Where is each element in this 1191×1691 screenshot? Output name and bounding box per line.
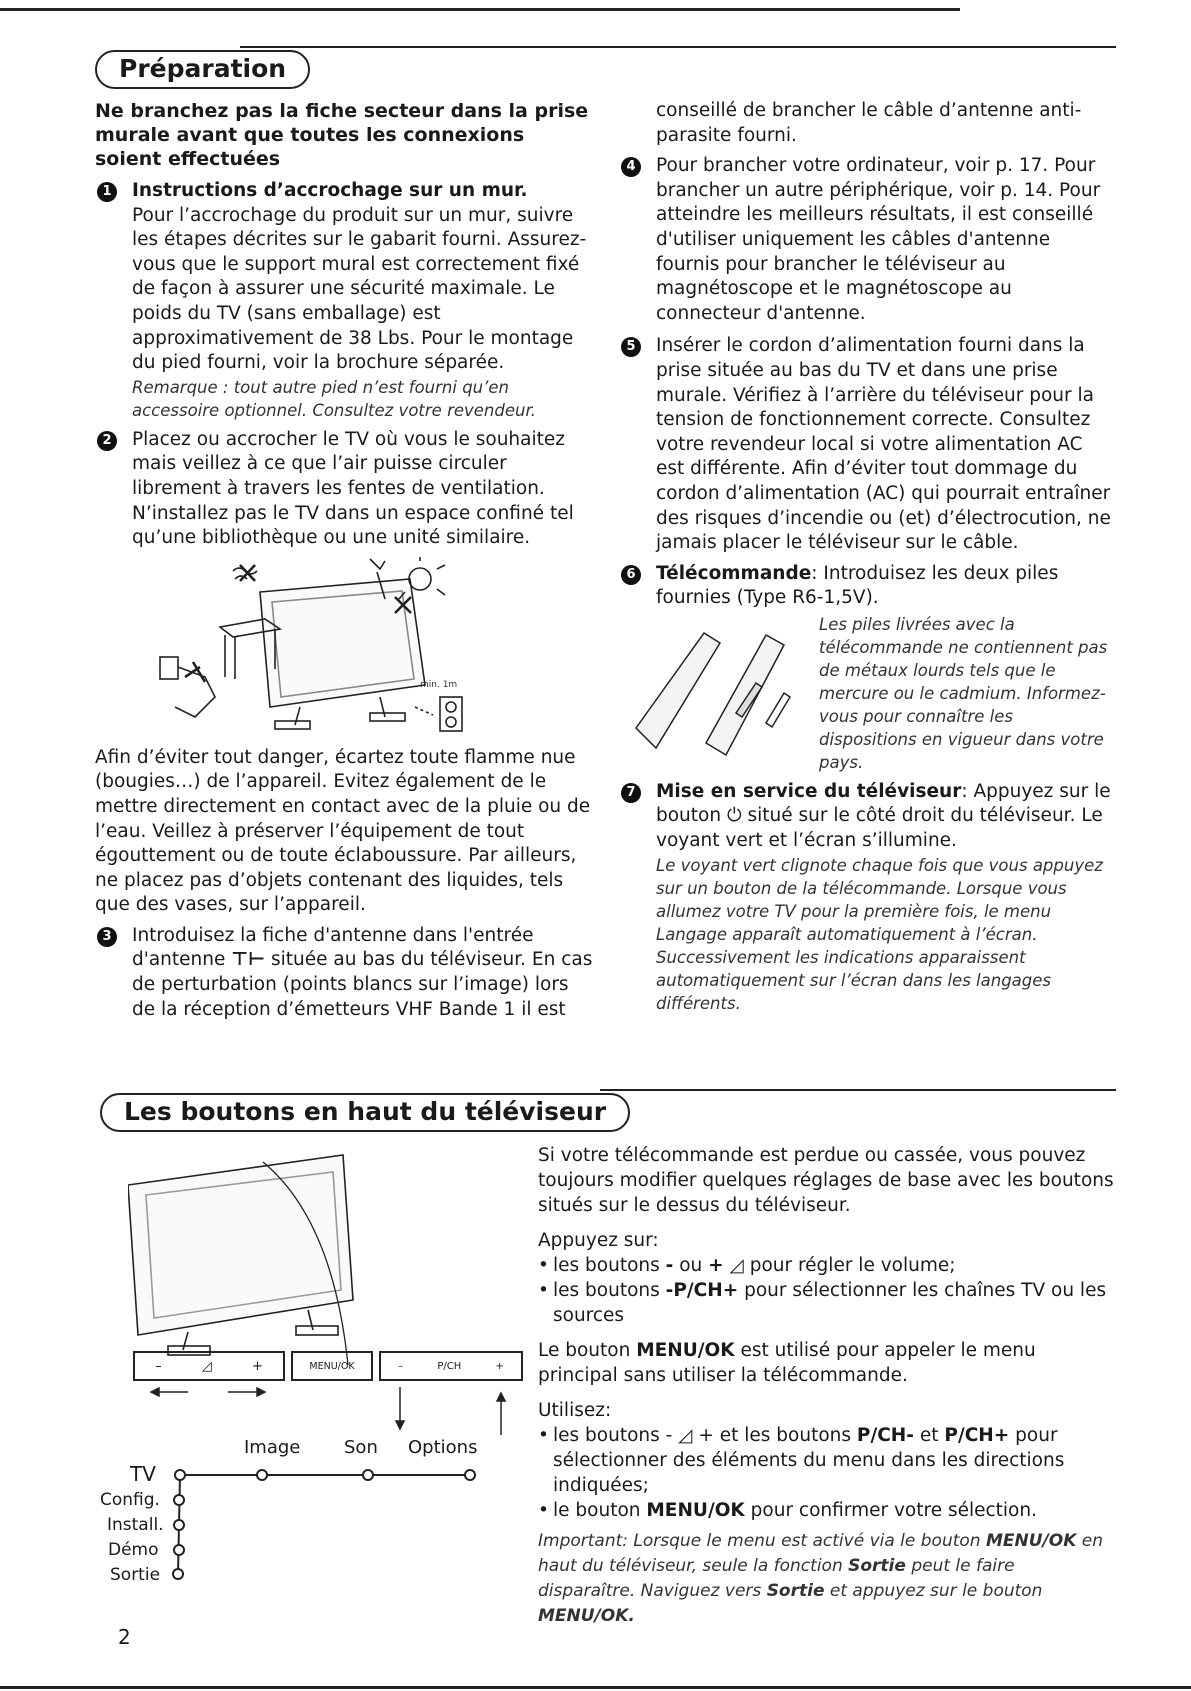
instruction-6-text: : Introduisez les deux piles fournies (Type R6-1,5V). [656, 562, 1059, 609]
use-label: Utilisez: [538, 1400, 612, 1421]
instruction-7-text-b: situé sur le côté droit du téléviseur. Le voyant vert et l’écran s’illumine. [656, 805, 1103, 852]
buttons-intro: Si votre télécommande est perdue ou cassée, vous pouvez toujours modifier quelques réglages de base avec les boutons situés sur le dessus du téléviseur. [538, 1145, 1114, 1216]
bottom-rule [0, 1686, 1191, 1689]
min-distance-label: min. 1m [420, 679, 458, 690]
menu-label-config: Config. [100, 1490, 160, 1510]
section-title-buttons: Les boutons en haut du téléviseur [100, 1093, 630, 1132]
buttons-text-column [538, 1143, 1116, 1629]
prep-right-column [619, 99, 1114, 1021]
instruction-5 [619, 334, 1114, 555]
menu-label-sortie: Sortie [110, 1565, 161, 1585]
menu-label-son: Son [344, 1437, 378, 1458]
button-direction-arrows [133, 1385, 523, 1440]
antenna-icon: ⊤⊢ [231, 949, 266, 971]
step-number: 2 [97, 431, 117, 451]
page-number: 2 [118, 1625, 131, 1649]
step-number: 1 [97, 182, 117, 202]
tv-top-buttons-illustration [128, 1150, 508, 1365]
instruction-3-text-a: Introduisez la fiche d'antenne dans l'entrée d'antenne [132, 924, 534, 971]
section-rule-buttons [600, 1089, 1116, 1091]
menu-label-demo: Démo [108, 1540, 159, 1560]
step-number: 3 [97, 927, 117, 947]
press-list [538, 1253, 1116, 1328]
volume-button-group[interactable] [133, 1351, 285, 1381]
instruction-6-title: Télécommande [656, 562, 812, 584]
button-panel [133, 1351, 523, 1381]
step-number: 7 [621, 783, 641, 803]
instruction-7 [619, 780, 1114, 1015]
menu-label-tv: TV [130, 1462, 156, 1486]
menu-ok-button[interactable] [291, 1351, 373, 1381]
press-item-channels: • les boutons -P/CH+ pour sélectionner les chaînes TV ou les sources [538, 1278, 1116, 1328]
instruction-1 [95, 179, 595, 422]
use-list [538, 1423, 1116, 1523]
step-number: 6 [621, 565, 641, 585]
instruction-3 [95, 924, 595, 1022]
instruction-6 [619, 562, 1114, 774]
instruction-7-title: Mise en service du téléviseur [656, 780, 962, 802]
volume-plus-button[interactable]: + [251, 1358, 263, 1374]
top-rule [0, 8, 960, 11]
menu-label-install: Install. [107, 1515, 164, 1535]
remote-batteries-illustration [616, 613, 811, 763]
section-rule-prep [240, 46, 1116, 48]
pch-button-group[interactable] [379, 1351, 523, 1381]
menu-ok-description: Le bouton MENU/OK est utilisé pour appeler le menu principal sans utiliser la télécommande. [538, 1340, 1036, 1386]
menu-tree-diagram [170, 1460, 490, 1590]
use-item-navigate: • les boutons - ◿ + et les boutons P/CH- et P/CH+ pour sélectionner des éléments du menu dans les directions indiquées; [538, 1423, 1116, 1498]
instruction-1-text: Pour l’accrochage du produit sur un mur, suivre les étapes décrites sur le gabarit fourni. Assurez-vous que le support mural est correctement fixé de façon à assurer une sécurité maximale. Le poids du TV (sans emballage) est approximativement de 38 Lbs. Pour le montage du pied fourni, voir la brochure séparée. [132, 204, 587, 374]
instruction-4-text: Pour brancher votre ordinateur, voir p. 17. Pour brancher un autre périphérique, voir p. 14. Pour atteindre les meilleurs résultats, il est conseillé d'utiliser uniquement les câbles d'antenne fournis pour brancher le téléviseur au magnétoscope et le magnétoscope au connecteur d'antenne. [656, 155, 1101, 324]
instruction-3-continued: conseillé de brancher le câble d’antenne anti-parasite fourni. [656, 100, 1082, 146]
press-item-volume: • les boutons - ou + ◿ pour régler le volume; [538, 1253, 1116, 1278]
instruction-7-note: Le voyant vert clignote chaque fois que vous appuyez sur un bouton de la télécommande. Lorsque vous allumez votre TV pour la première fois, le menu Langage apparaît automatiquement à l’écran. Successivement les indications apparaissent automatiquement sur l’écran dans les langages différents. [656, 855, 1103, 1013]
instruction-2 [95, 428, 595, 551]
power-icon: ⏻ [726, 805, 742, 827]
menu-ok-label: MENU/OK [309, 1360, 355, 1372]
instruction-3-text-b: située au bas du téléviseur. En cas de perturbation (points blancs sur l’image) lors de la réception d’émetteurs VHF Bande 1 il est [132, 949, 593, 1020]
instruction-7-text-a: : Appuyez sur le bouton [656, 780, 1111, 827]
instruction-1-title: Instructions d’accrochage sur un mur. [132, 180, 528, 201]
important-note: Important: Lorsque le menu est activé via le bouton MENU/OK en haut du téléviseur, seule la fonction Sortie peut le faire disparaître. Naviguez vers Sortie et appuyez sur le bouton MENU/OK. [538, 1531, 1104, 1626]
volume-icon: ◿ [729, 1255, 744, 1276]
pch-plus-button[interactable]: + [495, 1360, 504, 1372]
press-label: Appuyez sur: [538, 1230, 659, 1251]
instruction-5-text: Insérer le cordon d’alimentation fourni dans la prise située au bas du TV et dans une prise murale. Vérifiez à l’arrière du téléviseur pour la tension de fonctionnement correcte. Consultez votre revendeur local si votre alimentation AC est différente. Afin d’éviter tout dommage du cordon d’alimentation (AC) qui pourrait entraîner des risques d’incendie ou (et) d’électrocution, ne jamais placer le téléviseur sur le câble. [656, 335, 1111, 554]
menu-label-image: Image [244, 1437, 301, 1458]
instruction-1-note: Remarque : tout autre pied n’est fourni qu’en accessoire optionnel. Consultez votre revendeur. [132, 377, 536, 420]
danger-text: Afin d’éviter tout danger, écartez toute flamme nue (bougies…) de l’appareil. Evitez également de le mettre directement en contact avec de la pluie ou de l’eau. Veillez à préserver l’équipement de tout égouttement ou de toute éclaboussure. Par ailleurs, ne placez pas d’objets contenant des liquides, tels que des vases, sur l’appareil. [95, 746, 591, 916]
tv-placement-illustration [115, 557, 585, 742]
section-title-preparation: Préparation [95, 50, 310, 89]
warning-text: Ne branchez pas la fiche secteur dans la prise murale avant que toutes les connexions soient effectuées [95, 100, 589, 170]
volume-minus-button[interactable]: – [155, 1358, 162, 1374]
step-number: 4 [621, 157, 641, 177]
volume-icon: ◿ [678, 1425, 693, 1446]
pch-minus-button[interactable]: – [398, 1360, 404, 1372]
volume-icon: ◿ [201, 1358, 212, 1374]
step-number: 5 [621, 337, 641, 357]
instruction-6-note: Les piles livrées avec la télécommande ne contiennent pas de métaux lourds tels que le mercure ou le cadmium. Informez-vous pour connaître les dispositions en vigueur dans votre pays. [819, 614, 1108, 772]
use-item-confirm: • le bouton MENU/OK pour confirmer votre sélection. [538, 1498, 1116, 1523]
prep-left-column [95, 99, 595, 1028]
instruction-4 [619, 154, 1114, 326]
pch-label: P/CH [437, 1360, 462, 1372]
instruction-2-text: Placez ou accrocher le TV où vous le souhaitez mais veillez à ce que l’air puisse circuler librement à travers les fentes de ventilation. N’installez pas le TV dans un espace confiné tel qu’une bibliothèque ou une unité similaire. [132, 428, 574, 549]
menu-label-options: Options [408, 1437, 478, 1458]
